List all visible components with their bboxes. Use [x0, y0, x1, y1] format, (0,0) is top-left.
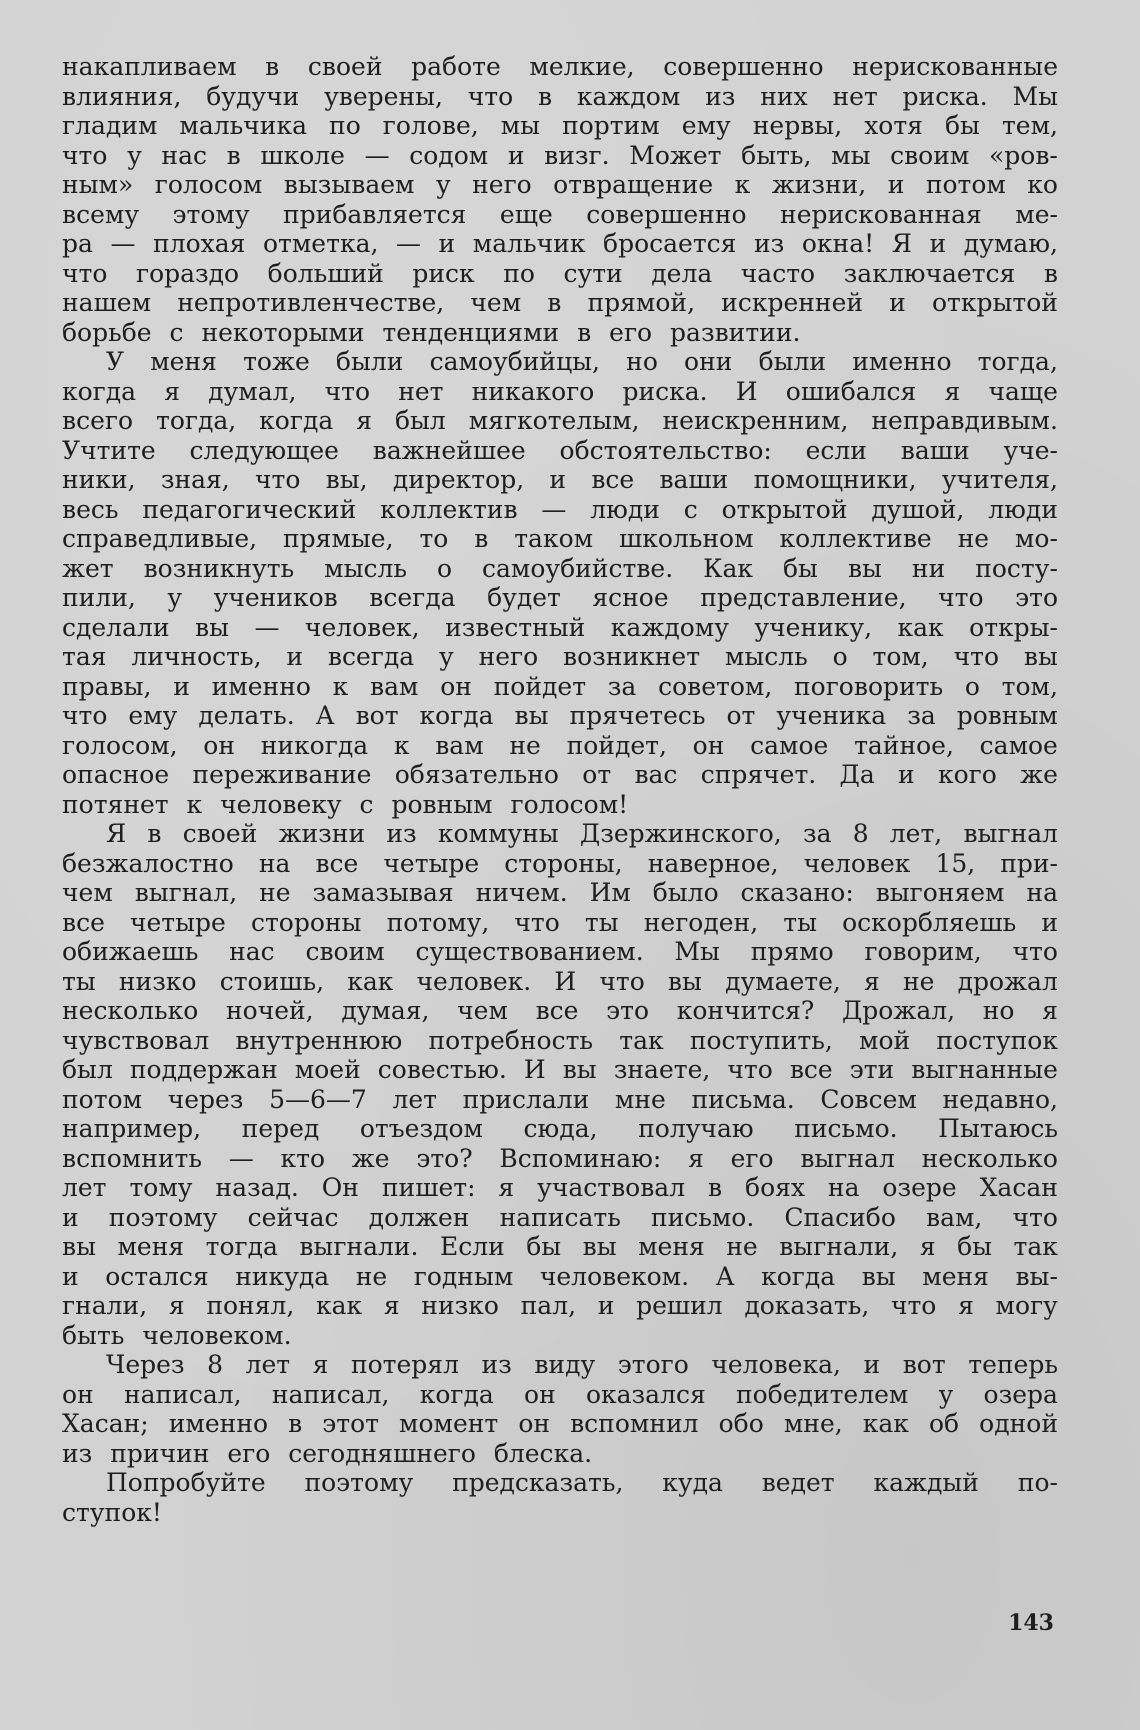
text-line: справедливые, прямые, то в таком школьном коллективе не мо-: [62, 524, 1058, 553]
text-line: чем выгнал, не замазывая ничем. Им было сказано: выгоняем на: [62, 878, 1058, 907]
text-line: потом через 5—6—7 лет прислали мне письма. Совсем недавно,: [62, 1084, 1058, 1114]
text-line: быть человеком.: [62, 1320, 292, 1350]
text-line: и остался никуда не годным человеком. А когда вы меня вы-: [62, 1261, 1058, 1291]
text-line: голосом, он никогда к вам не пойдет, он самое тайное, самое: [62, 730, 1058, 760]
text-line: и поэтому сейчас должен написать письмо. Спасибо вам, что: [62, 1202, 1058, 1232]
paragraph: [62, 347, 1058, 819]
text-line: ники, зная, что вы, директор, и все ваши помощники, учителя,: [62, 465, 1058, 494]
text-line: обижаешь нас своим существованием. Мы прямо говорим, что: [62, 937, 1058, 966]
text-line: правы, и именно к вам он пойдет за советом, поговорить о том,: [62, 671, 1058, 701]
text-line: сделали вы — человек, известный каждому ученику, как откры-: [62, 612, 1058, 642]
text-line: чувствовал внутреннюю потребность так поступить, мой поступок: [62, 1025, 1058, 1055]
paragraph: [62, 52, 1058, 347]
text-line: что гораздо больший риск по сути дела часто заключается в: [62, 258, 1058, 288]
text-line: например, перед отъездом сюда, получаю письмо. Пытаюсь: [62, 1114, 1058, 1143]
paragraph: [62, 1350, 1058, 1468]
text-line: из причин его сегодняшнего блеска.: [62, 1438, 593, 1468]
text-line: жет возникнуть мысль о самоубийстве. Как бы вы ни посту-: [62, 553, 1058, 583]
text-line: что ему делать. А вот когда вы прячетесь от ученика за ровным: [62, 701, 1058, 730]
text-line: лет тому назад. Он пишет: я участвовал в боях на озере Хасан: [62, 1173, 1058, 1202]
text-line: гнали, я понял, как я низко пал, и решил доказать, что я могу: [62, 1291, 1058, 1320]
text-line: Хасан; именно в этот момент он вспомнил обо мне, как об одной: [62, 1409, 1058, 1438]
text-line: опасное переживание обязательно от вас спрячет. Да и кого же: [62, 760, 1058, 789]
paragraph: [62, 1468, 1058, 1527]
text-line: Через 8 лет я потерял из виду этого человека, и вот теперь: [106, 1350, 1058, 1379]
page-number: 143: [1008, 1610, 1054, 1636]
text-line: всему этому прибавляется еще совершенно нерискованная ме-: [62, 199, 1058, 229]
text-line: он написал, написал, когда он оказался победителем у озера: [62, 1379, 1058, 1409]
text-line: Попробуйте поэтому предсказать, куда ведет каждый по-: [106, 1468, 1058, 1497]
text-line: ным» голосом вызываем у него отвращение к жизни, и потом ко: [62, 170, 1058, 199]
text-line: пили, у учеников всегда будет ясное представление, что это: [62, 583, 1058, 612]
text-line: ступок!: [62, 1497, 162, 1527]
text-line: безжалостно на все четыре стороны, наверное, человек 15, при-: [62, 848, 1058, 878]
text-line: потянет к человеку с ровным голосом!: [62, 789, 629, 819]
text-line: Учтите следующее важнейшее обстоятельство: если ваши уче-: [62, 435, 1058, 465]
text-line: накапливаем в своей работе мелкие, совершенно нерискованные: [62, 52, 1058, 81]
body-text: [62, 52, 1058, 1527]
text-line: тая личность, и всегда у него возникнет мысль о том, что вы: [62, 642, 1058, 671]
text-line: гладим мальчика по голове, мы портим ему нервы, хотя бы тем,: [62, 111, 1058, 140]
text-line: всего тогда, когда я был мягкотелым, неискренним, неправдивым.: [62, 406, 1058, 435]
text-line: ра — плохая отметка, — и мальчик бросается из окна! Я и думаю,: [62, 229, 1058, 258]
text-line: Я в своей жизни из коммуны Дзержинского, за 8 лет, выгнал: [106, 819, 1058, 848]
text-line: когда я думал, что нет никакого риска. И ошибался я чаще: [62, 376, 1058, 406]
text-line: У меня тоже были самоубийцы, но они были именно тогда,: [106, 347, 1058, 376]
text-line: несколько ночей, думая, чем все это кончится? Дрожал, но я: [62, 996, 1058, 1025]
text-line: нашем непротивленчестве, чем в прямой, искренней и открытой: [62, 288, 1058, 317]
text-line: борьбе с некоторыми тенденциями в его развитии.: [62, 317, 801, 347]
text-line: вспомнить — кто же это? Вспоминаю: я его выгнал несколько: [62, 1143, 1058, 1173]
text-line: весь педагогический коллектив — люди с открытой душой, люди: [62, 494, 1058, 524]
text-line: влияния, будучи уверены, что в каждом из них нет риска. Мы: [62, 81, 1058, 111]
text-line: все четыре стороны потому, что ты негоден, ты оскорбляешь и: [62, 907, 1058, 937]
text-line: вы меня тогда выгнали. Если бы вы меня не выгнали, я бы так: [62, 1232, 1058, 1261]
text-line: ты низко стоишь, как человек. И что вы думаете, я не дрожал: [62, 966, 1058, 996]
paragraph: [62, 819, 1058, 1350]
text-line: что у нас в школе — содом и визг. Может быть, мы своим «ров-: [62, 140, 1058, 170]
text-line: был поддержан моей совестью. И вы знаете, что все эти выгнанные: [62, 1055, 1058, 1084]
